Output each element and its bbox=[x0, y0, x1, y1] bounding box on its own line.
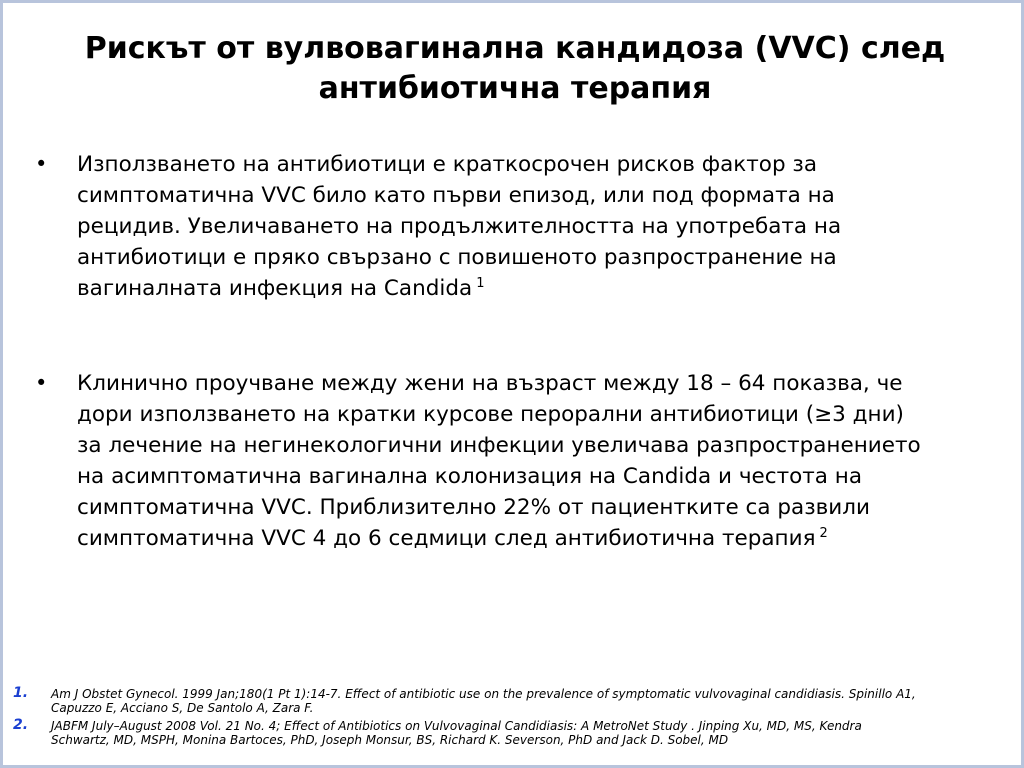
bullet-line-last bbox=[77, 523, 1005, 554]
slide-title bbox=[43, 29, 987, 109]
bullet-marker: • bbox=[35, 371, 48, 395]
bullet-line: за лечение на негинекологични инфекции увеличава разпространението bbox=[77, 433, 921, 458]
bullet-text bbox=[77, 149, 1005, 304]
citation-superscript: 1 bbox=[476, 275, 485, 291]
bullet-line: симптоматична VVC било като първи епизод, или под формата на bbox=[77, 183, 835, 208]
bullet-line: антибиотици е пряко свързано с повишеното разпространение на bbox=[77, 245, 837, 270]
citation-superscript: 2 bbox=[819, 525, 828, 541]
bullet-line: рецидив. Увеличаването на продължителността на употребата на bbox=[77, 214, 842, 239]
reference-list bbox=[13, 687, 1003, 747]
reference-item bbox=[13, 687, 1003, 715]
reference-number: 2. bbox=[13, 717, 29, 733]
reference-number: 1. bbox=[13, 685, 29, 701]
title-line: антибиотична терапия bbox=[318, 71, 712, 106]
reference-line: Schwartz, MD, MSPH, Monina Bartoces, PhD, Joseph Monsur, BS, Richard K. Severson, PhD and Jack D. Sobel, MD bbox=[51, 733, 729, 747]
bullet-item bbox=[35, 149, 1005, 304]
reference-line: Am J Obstet Gynecol. 1999 Jan;180(1 Pt 1):14-7. Effect of antibiotic use on the prevalence of symptomatic vulvovaginal candidiasis. Spinillo A1, bbox=[51, 687, 916, 701]
bullet-line-last bbox=[77, 273, 1005, 304]
bullet-item bbox=[35, 368, 1005, 554]
bullet-line: дори използването на кратки курсове перорални антибиотици (≥3 дни) bbox=[77, 402, 904, 427]
bullet-list bbox=[35, 149, 1005, 554]
reference-line: JABFM July–August 2008 Vol. 21 No. 4; Effect of Antibiotics on Vulvovaginal Candidiasis: A MetroNet Study . Jinping Xu, MD, MS, Kendra bbox=[51, 719, 862, 733]
bullet-line: на асимптоматична вагинална колонизация на Candida и честота на bbox=[77, 464, 863, 489]
bullet-line: Използването на антибиотици е краткосрочен рисков фактор за bbox=[77, 152, 818, 177]
bullet-line-text: симптоматична VVC 4 до 6 седмици след антибиотична терапия bbox=[77, 526, 816, 551]
bullet-line: Клинично проучване между жени на възраст между 18 – 64 показва, че bbox=[77, 371, 903, 396]
bullet-text bbox=[77, 368, 1005, 554]
bullet-line-text: вагиналната инфекция на Candida bbox=[77, 276, 473, 301]
bullet-marker: • bbox=[35, 152, 48, 176]
reference-line: Capuzzo E, Acciano S, De Santolo A, Zara F. bbox=[51, 701, 314, 715]
reference-item bbox=[13, 719, 1003, 747]
bullet-line: симптоматична VVC. Приблизително 22% от пациентките са развили bbox=[77, 495, 870, 520]
title-line: Рискът от вулвовагинална кандидоза (VVC) след bbox=[84, 31, 946, 66]
